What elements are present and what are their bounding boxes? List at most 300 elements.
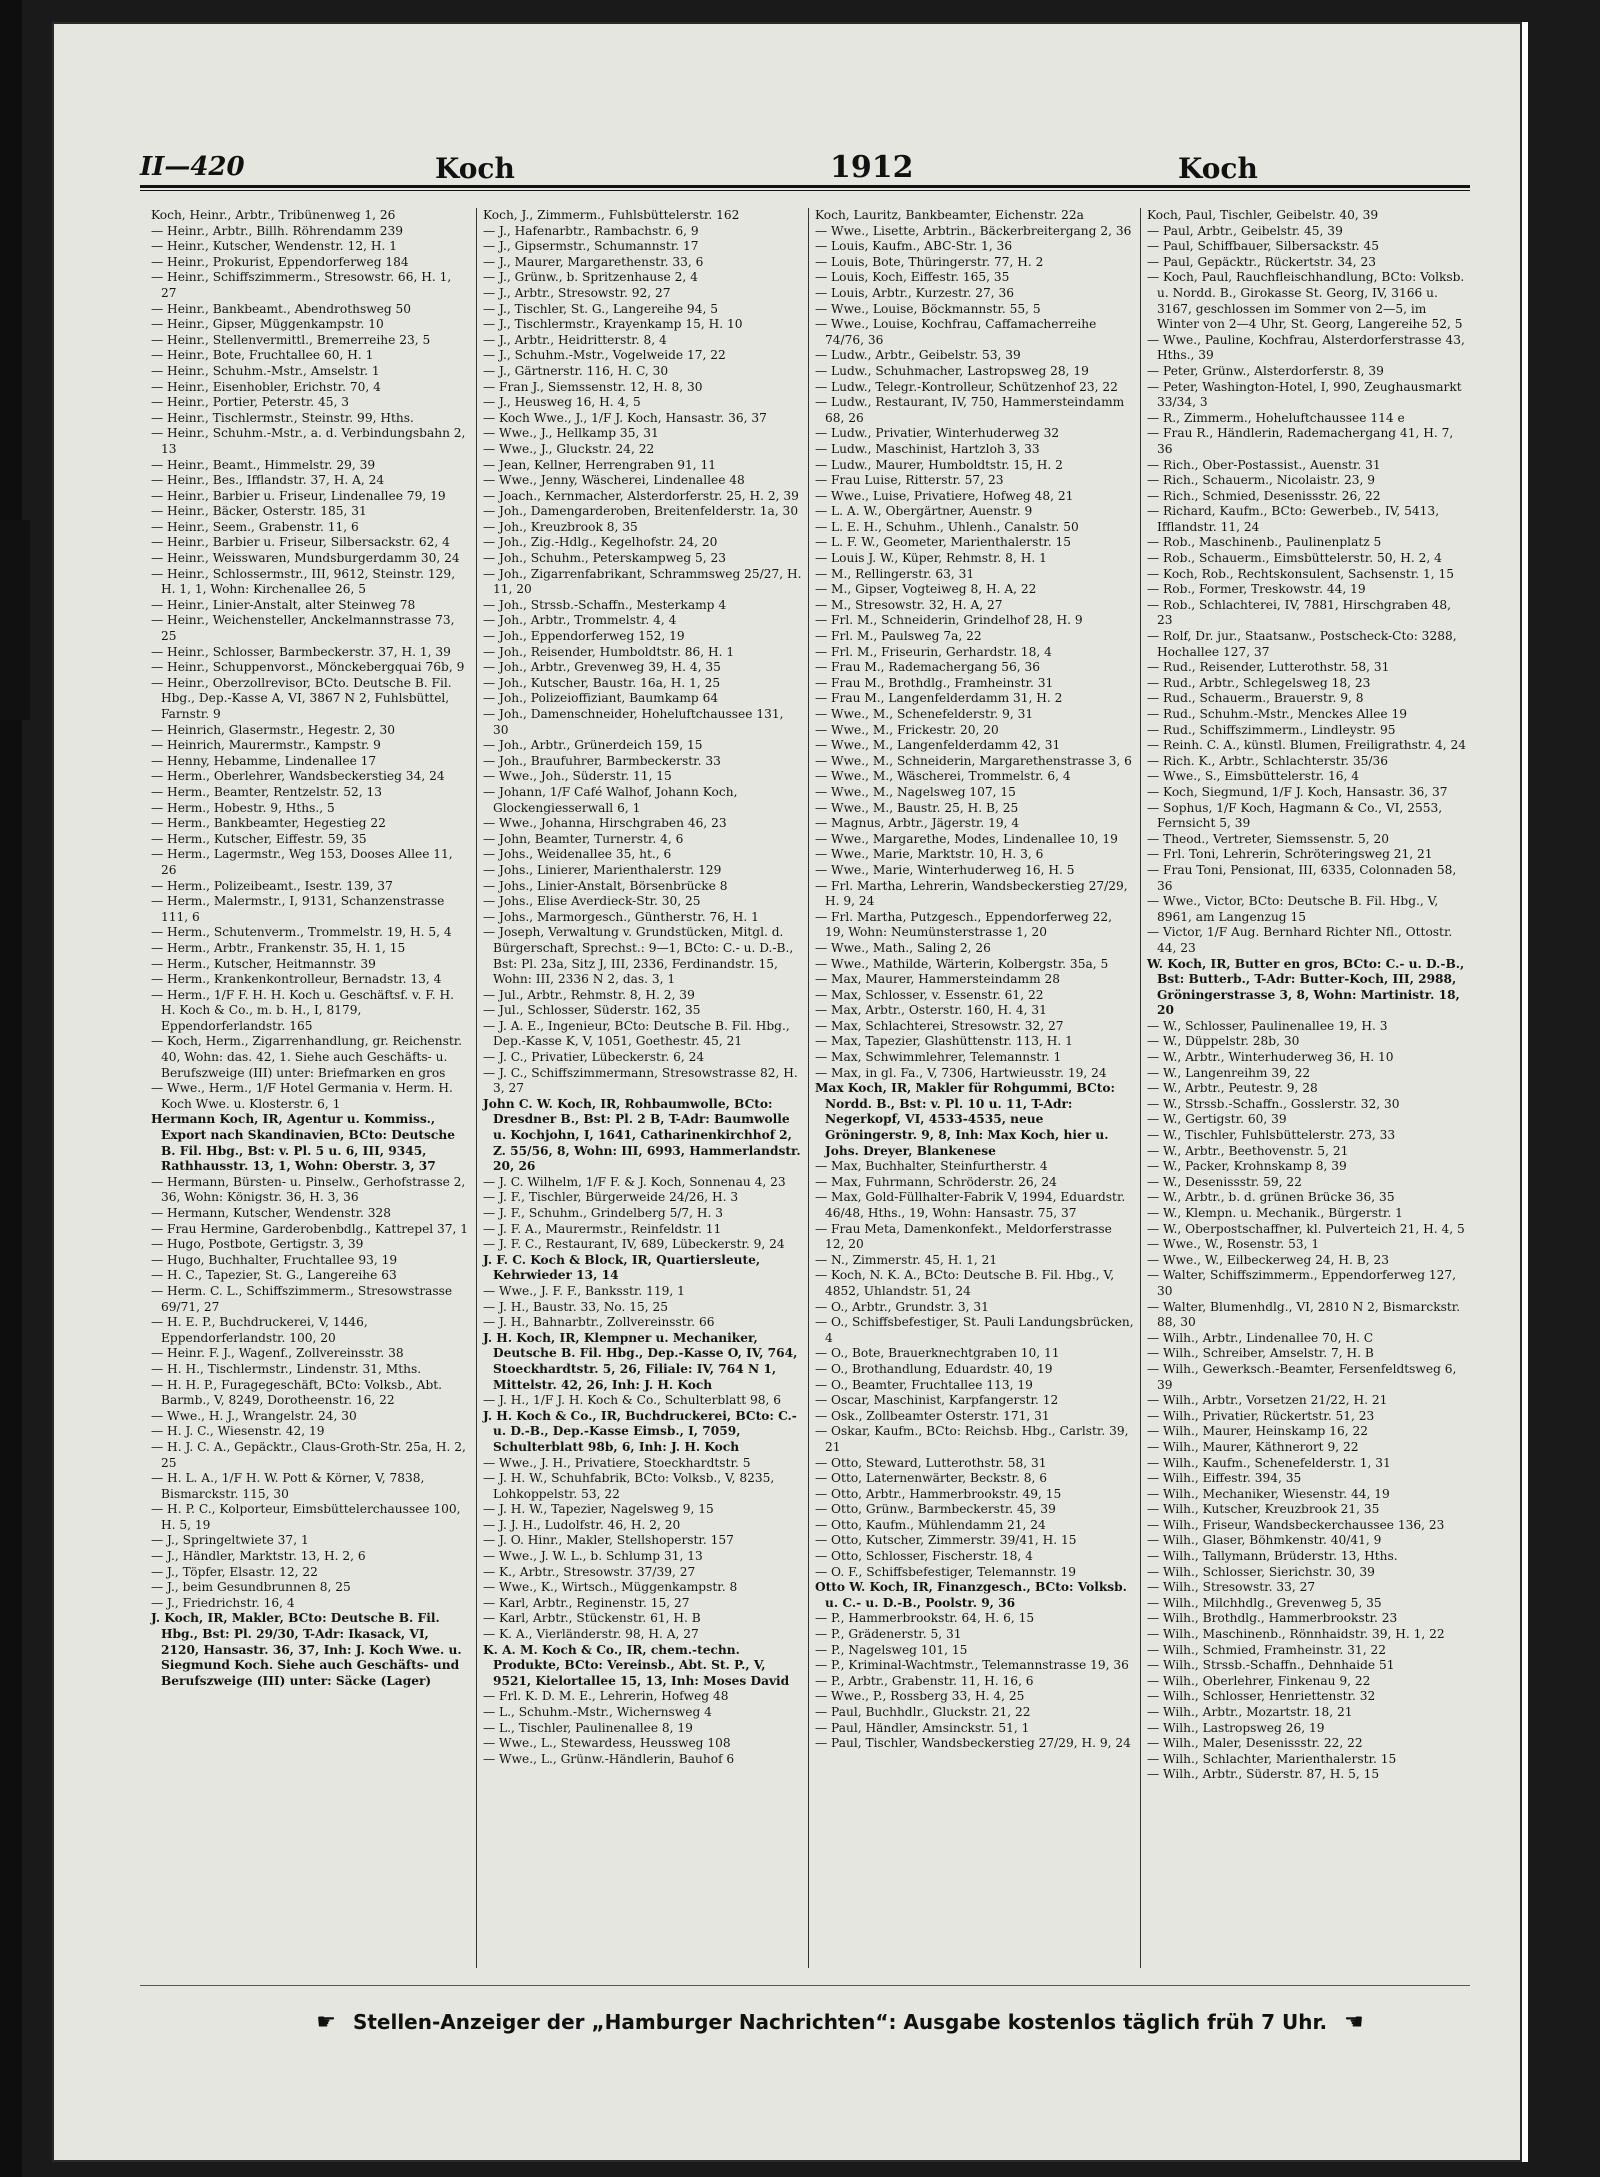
directory-entry: — Wwe., Louise, Böckmannstr. 55, 5 <box>815 301 1041 316</box>
directory-entry: — Heinr., Oberzollrevisor, BCto. Deutsche B. Fil. Hbg., Dep.-Kasse A, VI, 3867 N 2, Fuhlsbüttel, Farnstr. 9 <box>151 675 452 721</box>
directory-entry: — Frl. Toni, Lehrerin, Schröteringsweg 21, 21 <box>1147 847 1433 862</box>
directory-entry: — Heinr., Schlosser, Barmbeckerstr. 37, H. 1, 39 <box>151 644 451 659</box>
directory-entry: — Wwe., Herm., 1/F Hotel Germania v. Herm. H. Koch Wwe. u. Klosterstr. 6, 1 <box>151 1081 453 1111</box>
directory-entry: — Johs., Elise Averdieck-Str. 30, 25 <box>483 894 701 909</box>
directory-entry: — Hermann, Kutscher, Wendenstr. 328 <box>151 1206 392 1220</box>
directory-entry: — J., Arbtr., Heidritterstr. 8, 4 <box>483 332 667 347</box>
directory-entry: — J., Friedrichstr. 16, 4 <box>151 1595 295 1610</box>
directory-entry: — Wwe., J., Hellkamp 35, 31 <box>483 426 659 441</box>
directory-entry: — J. F., Schuhm., Grindelberg 5/7, H. 3 <box>483 1206 724 1220</box>
directory-entry: — Wwe., Victor, BCto: Deutsche B. Fil. Hbg., V, 8961, am Langenzug 15 <box>1147 894 1439 924</box>
directory-entry: — Wwe., Margarethe, Modes, Lindenallee 10, 19 <box>815 831 1118 846</box>
directory-entry: — Rich., Schmied, Desenissstr. 26, 22 <box>1147 488 1381 503</box>
directory-entry: — Wilh., Schmied, Framheinstr. 31, 22 <box>1147 1642 1386 1657</box>
directory-entry: — Theod., Vertreter, Siemssenstr. 5, 20 <box>1147 831 1389 846</box>
scan-edge <box>0 0 22 2177</box>
directory-entry: — Joh., Kreuzbrook 8, 35 <box>483 519 638 534</box>
directory-entry: — J. O. Hinr., Makler, Stellshoperstr. 157 <box>483 1533 734 1548</box>
directory-entry: — M., Rellingerstr. 63, 31 <box>815 566 975 581</box>
directory-entry: — Wilh., Strssb.-Schaffn., Dehnhaide 51 <box>1147 1658 1395 1673</box>
directory-entry: — W., Oberpostschaffner, kl. Pulverteich 21, H. 4, 5 <box>1147 1221 1465 1236</box>
directory-entry: — L., Tischler, Paulinenallee 8, 19 <box>483 1720 693 1735</box>
directory-entry: — Frl. M., Schneiderin, Grindelhof 28, H. 9 <box>815 613 1083 628</box>
directory-entry: — Wilh., Arbtr., Süderstr. 87, H. 5, 15 <box>1147 1767 1380 1782</box>
directory-entry: — W., Arbtr., Peutestr. 9, 28 <box>1147 1081 1318 1096</box>
directory-entry: — Heinr., Beamt., Himmelstr. 29, 39 <box>151 457 376 472</box>
directory-entry: — Herm., Kutscher, Eiffestr. 59, 35 <box>151 831 367 846</box>
directory-entry: — Heinr., Schuppenvorst., Mönckebergquai 76b, 9 <box>151 660 465 675</box>
header-rule-thin <box>140 190 1470 191</box>
header-rule <box>140 185 1470 188</box>
directory-entry: — Wwe., Johanna, Hirschgraben 46, 23 <box>483 816 727 831</box>
directory-entry: — Frau M., Brothdlg., Framheinstr. 31 <box>815 675 1054 690</box>
directory-entry: — Heinr. F. J., Wagenf., Zollvereinsstr. 38 <box>151 1346 404 1361</box>
directory-entry: — Wwe., Jenny, Wäscherei, Lindenallee 48 <box>483 473 745 488</box>
directory-entry: — Wilh., Friseur, Wandsbeckerchaussee 136, 23 <box>1147 1517 1445 1532</box>
directory-entry: — Wwe., J. F. F., Banksstr. 119, 1 <box>483 1283 685 1298</box>
directory-entry: — Wilh., Gewerksch.-Beamter, Fersenfeldtsweg 6, 39 <box>1147 1361 1457 1392</box>
directory-entry: — P., Grädenerstr. 5, 31 <box>815 1627 962 1642</box>
directory-entry: — Hermann, Bürsten- u. Pinselw., Gerhofstrasse 2, 36, Wohn: Königstr. 36, H. 3, 36 <box>151 1174 466 1205</box>
directory-entry: — Wilh., Lastropsweg 26, 19 <box>1147 1720 1325 1735</box>
directory-entry: — J. J. H., Ludolfstr. 46, H. 2, 20 <box>483 1517 681 1532</box>
directory-entry: — Paul, Schiffbauer, Silbersackstr. 45 <box>1147 239 1380 254</box>
directory-entry: — W., Arbtr., Beethovenstr. 5, 21 <box>1147 1143 1349 1158</box>
directory-entry: Koch, Paul, Tischler, Geibelstr. 40, 39 <box>1147 208 1379 222</box>
directory-entry: — Max, Maurer, Hammersteindamm 28 <box>815 972 1061 987</box>
directory-entry: — J., Schuhm.-Mstr., Vogelweide 17, 22 <box>483 348 726 363</box>
directory-entry: — Heinrich, Glasermstr., Hegestr. 2, 30 <box>151 722 396 737</box>
directory-entry: — Frl. M., Friseurin, Gerhardstr. 18, 4 <box>815 644 1052 659</box>
directory-entry: — Wilh., Kaufm., Schenefelderstr. 1, 31 <box>1147 1455 1391 1470</box>
directory-entry: — Joh., Arbtr., Grevenweg 39, H. 4, 35 <box>483 660 721 675</box>
pointing-hand-icon: ☛ <box>316 2010 336 2035</box>
directory-entry: — Karl, Arbtr., Stückenstr. 61, H. B <box>483 1611 701 1626</box>
directory-entry: — John, Beamter, Turnerstr. 4, 6 <box>483 831 684 846</box>
directory-entry: — Rob., Maschinenb., Paulinenplatz 5 <box>1147 535 1382 550</box>
directory-entry: — Joach., Kernmacher, Alsterdorferstr. 25, H. 2, 39 <box>483 488 799 503</box>
directory-entry: — Joh., Polizeioffiziant, Baumkamp 64 <box>483 691 719 706</box>
directory-entry: — Max, Fuhrmann, Schröderstr. 26, 24 <box>815 1174 1057 1189</box>
directory-entry: — Wwe., Joh., Süderstr. 11, 15 <box>483 769 672 784</box>
directory-entry: — Wilh., Tallymann, Brüderstr. 13, Hths. <box>1147 1549 1398 1564</box>
directory-entry: — Joh., Eppendorferweg 152, 19 <box>483 629 685 644</box>
directory-entry: — Wilh., Stresowstr. 33, 27 <box>1147 1580 1316 1595</box>
directory-entry: — H. P. C., Kolporteur, Eimsbüttelerchaussee 100, H. 5, 19 <box>151 1502 461 1532</box>
directory-entry: — R., Zimmerm., Hoheluftchaussee 114 e <box>1147 410 1405 425</box>
directory-entry: — W., Packer, Krohnskamp 8, 39 <box>1147 1159 1347 1174</box>
directory-entry: — Wwe., M., Wäscherei, Trommelstr. 6, 4 <box>815 769 1071 784</box>
directory-entry: — Wwe., J. W. L., b. Schlump 31, 13 <box>483 1549 703 1564</box>
directory-entry: — Wilh., Maurer, Heinskamp 16, 22 <box>1147 1424 1368 1439</box>
directory-entry: — Osk., Zollbeamter Osterstr. 171, 31 <box>815 1408 1050 1423</box>
directory-entry: — Heinr., Barbier u. Friseur, Lindenallee 79, 19 <box>151 488 446 503</box>
directory-entry: — Wwe., Marie, Winterhuderweg 16, H. 5 <box>815 862 1075 877</box>
directory-entry: — Otto, Kaufm., Mühlendamm 21, 24 <box>815 1517 1046 1532</box>
directory-entry: — Jean, Kellner, Herrengraben 91, 11 <box>483 457 717 472</box>
directory-entry: — Frau M., Rademachergang 56, 36 <box>815 660 1041 675</box>
directory-entry: — Rich., Schauerm., Nicolaistr. 23, 9 <box>1147 473 1375 488</box>
directory-entry: — Ludw., Telegr.-Kontrolleur, Schützenhof 23, 22 <box>815 379 1118 394</box>
directory-entry: — Heinr., Kutscher, Wendenstr. 12, H. 1 <box>151 239 397 254</box>
directory-entry: — Paul, Gepäcktr., Rückertstr. 34, 23 <box>1147 254 1377 269</box>
directory-entry: — J. H., Bahnarbtr., Zollvereinsstr. 66 <box>483 1315 715 1330</box>
directory-entry: — J. H. W., Tapezier, Nagelsweg 9, 15 <box>483 1502 714 1517</box>
header-year: 1912 <box>830 150 914 185</box>
directory-entry: — Walter, Blumenhdlg., VI, 2810 N 2, Bismarckstr. 88, 30 <box>1147 1299 1461 1330</box>
directory-entry: — Max, Schwimmlehrer, Telemannstr. 1 <box>815 1050 1062 1065</box>
directory-entry: — J. F. C., Restaurant, IV, 689, Lübeckerstr. 9, 24 <box>483 1237 785 1252</box>
directory-entry: — Wilh., Brothdlg., Hammerbrookstr. 23 <box>1147 1611 1398 1626</box>
directory-entry: — L. F. W., Geometer, Marienthalerstr. 15 <box>815 535 1071 550</box>
directory-entry: — L. E. H., Schuhm., Uhlenh., Canalstr. 50 <box>815 519 1079 534</box>
directory-entry: — Wwe., M., Schenefelderstr. 9, 31 <box>815 707 1034 721</box>
directory-entry: — J. C., Schiffszimmermann, Stresowstrasse 82, H. 3, 27 <box>483 1065 798 1096</box>
directory-entry: — Wilh., Maurer, Käthnerort 9, 22 <box>1147 1439 1359 1454</box>
directory-entry: — Herm., Arbtr., Frankenstr. 35, H. 1, 15 <box>151 940 406 955</box>
directory-entry: — Rob., Former, Treskowstr. 44, 19 <box>1147 582 1366 597</box>
directory-entry: — Joh., Braufuhrer, Barmbeckerstr. 33 <box>483 753 721 768</box>
directory-entry: — Wwe., K., Wirtsch., Müggenkampstr. 8 <box>483 1580 738 1595</box>
directory-entry: — Rich., Ober-Postassist., Auenstr. 31 <box>1147 457 1381 472</box>
directory-entry: — Wilh., Schlosser, Sierichstr. 30, 39 <box>1147 1564 1375 1579</box>
directory-entry: Koch, J., Zimmerm., Fuhlsbüttelerstr. 162 <box>483 208 740 222</box>
directory-entry: — W., Strssb.-Schaffn., Gosslerstr. 32, 30 <box>1147 1096 1400 1111</box>
directory-entry: — Heinr., Gipser, Müggenkampstr. 10 <box>151 317 384 332</box>
directory-entry: — Wilh., Arbtr., Vorsetzen 21/22, H. 21 <box>1147 1393 1388 1408</box>
directory-entry: — Wwe., J. H., Privatiere, Stoeckhardtstr. 5 <box>483 1455 751 1470</box>
directory-entry: — Ludw., Maurer, Humboldtstr. 15, H. 2 <box>815 457 1063 472</box>
directory-entry: — Wwe., S., Eimsbüttelerstr. 16, 4 <box>1147 769 1359 784</box>
directory-entry: — Oscar, Maschinist, Karpfangerstr. 12 <box>815 1393 1059 1408</box>
directory-entry: — Heinr., Linier-Anstalt, alter Steinweg 78 <box>151 597 416 612</box>
directory-entry: — J., Maurer, Margarethenstr. 33, 6 <box>483 254 704 269</box>
directory-entry: — J. F., Tischler, Bürgerweide 24/26, H. 3 <box>483 1190 739 1205</box>
header-word-left: Koch <box>435 152 515 185</box>
directory-entry: — Wilh., Arbtr., Mozartstr. 18, 21 <box>1147 1705 1353 1719</box>
directory-entry: — Herm. C. L., Schiffszimmerm., Stresowstrasse 69/71, 27 <box>151 1283 453 1314</box>
directory-entry: — Herm., Oberlehrer, Wandsbeckerstieg 34, 24 <box>151 769 445 784</box>
directory-entry: — Wilh., Privatier, Rückertstr. 51, 23 <box>1147 1408 1375 1423</box>
directory-entry: — Koch, Rob., Rechtskonsulent, Sachsenstr. 1, 15 <box>1147 566 1455 581</box>
directory-entry: — Heinr., Stellenvermittl., Bremerreihe 23, 5 <box>151 332 431 347</box>
directory-entry: — Wwe., M., Frickestr. 20, 20 <box>815 722 999 737</box>
page-number: II—420 <box>140 152 245 182</box>
directory-entry: — J., Töpfer, Elsastr. 12, 22 <box>151 1564 318 1579</box>
directory-entry: — Wwe., M., Schneiderin, Margarethenstrasse 3, 6 <box>815 753 1132 768</box>
directory-entry: — Joh., Kutscher, Baustr. 16a, H. 1, 25 <box>483 675 721 690</box>
directory-entry: — P., Hammerbrookstr. 64, H. 6, 15 <box>815 1611 1035 1626</box>
directory-entry: — J., Tischlermstr., Krayenkamp 15, H. 10 <box>483 317 743 332</box>
directory-entry: — Wwe., J., Gluckstr. 24, 22 <box>483 441 655 456</box>
directory-entry: — Sophus, 1/F Koch, Hagmann & Co., VI, 2553, Fernsicht 5, 39 <box>1147 800 1443 831</box>
directory-entry: — Otto, Steward, Lutterothstr. 58, 31 <box>815 1455 1047 1470</box>
directory-entry: — Frau R., Händlerin, Rademachergang 41, H. 7, 36 <box>1147 426 1454 456</box>
directory-entry: — Jul., Arbtr., Rehmstr. 8, H. 2, 39 <box>483 987 695 1002</box>
directory-entry: — W., Gertigstr. 60, 39 <box>1147 1112 1287 1127</box>
directory-entry: — O., Schiffsbefestiger, St. Pauli Landungsbrücken, 4 <box>815 1315 1134 1345</box>
column-2 <box>477 208 809 1968</box>
directory-entry: — Herm., Kutscher, Heitmannstr. 39 <box>151 956 376 971</box>
directory-entry: J. H. Koch, IR, Klempner u. Mechaniker, Deutsche B. Fil. Hbg., Dep.-Kasse O, IV, 764, Stoeckhardtstr. 5, 26, Filiale: IV, 764 N 1, Mittelstr. 42, 26, Inh: J. H. Koch <box>483 1330 798 1392</box>
directory-entry: W. Koch, IR, Butter en gros, BCto: C.- u. D.-B., Bst: Butterb., T-Adr: Butter-Koch, III, 2988, Gröningerstrasse 3, 8, Wohn: Martinistr. 18, 20 <box>1147 956 1465 1018</box>
directory-entry: — Joh., Strssb.-Schaffn., Mesterkamp 4 <box>483 597 727 612</box>
directory-entry: — Rud., Schuhm.-Mstr., Menckes Allee 19 <box>1147 707 1408 721</box>
directory-entry: — Frau Luise, Ritterstr. 57, 23 <box>815 473 1004 488</box>
directory-entry: — Peter, Washington-Hotel, I, 990, Zeughausmarkt 33/34, 3 <box>1147 379 1462 410</box>
directory-entry: — Heinr., Weichensteller, Anckelmannstrasse 73, 25 <box>151 613 455 644</box>
directory-entry: — Johs., Linierer, Marienthalerstr. 129 <box>483 862 722 877</box>
directory-entry: — W., Arbtr., Winterhuderweg 36, H. 10 <box>1147 1050 1394 1065</box>
column-3 <box>809 208 1141 1968</box>
directory-entry: — Herm., 1/F F. H. H. Koch u. Geschäftsf. v. F. H. H. Koch & Co., m. b. H., I, 8179, Eppendorferlandstr. 165 <box>151 987 455 1033</box>
directory-entry: K. A. M. Koch & Co., IR, chem.-techn. Produkte, BCto: Vereinsb., Abt. St. P., V, 9521, Kielortallee 15, 13, Inh: Moses David <box>483 1642 790 1688</box>
directory-entry: — J., Heusweg 16, H. 4, 5 <box>483 395 641 410</box>
directory-entry: — Herm., Bankbeamter, Hegestieg 22 <box>151 816 386 831</box>
directory-entry: — Joseph, Verwaltung v. Grundstücken, Mitgl. d. Bürgerschaft, Sprechst.: 9—1, BCto: C.- u. D.-B., Bst: Pl. 23a, Sitz J, III, 2336, Ferdinandstr. 15, Wohn: III, 2336 N 2, das. 3, 1 <box>483 925 794 987</box>
directory-entry: — J., Arbtr., Stresowstr. 92, 27 <box>483 285 671 300</box>
directory-entry: — J., beim Gesundbrunnen 8, 25 <box>151 1580 351 1595</box>
directory-entry: — Paul, Tischler, Wandsbeckerstieg 27/29, H. 9, 24 <box>815 1736 1131 1751</box>
directory-entry: — Max, in gl. Fa., V, 7306, Hartwieusstr. 19, 24 <box>815 1065 1107 1080</box>
directory-entry: — Fran J., Siemssenstr. 12, H. 8, 30 <box>483 379 703 394</box>
directory-entry: — J., Springeltwiete 37, 1 <box>151 1533 309 1548</box>
directory-entry: — Frau Hermine, Garderobenbdlg., Kattrepel 37, 1 <box>151 1221 469 1236</box>
directory-entry: — Louis J. W., Küper, Rehmstr. 8, H. 1 <box>815 551 1047 566</box>
directory-entry: — Joh., Damenschneider, Hoheluftchaussee 131, 30 <box>483 707 784 737</box>
directory-entry: — J. H., Baustr. 33, No. 15, 25 <box>483 1299 669 1314</box>
directory-entry: — H. L. A., 1/F H. W. Pott & Körner, V, 7838, Bismarckstr. 115, 30 <box>151 1471 425 1501</box>
directory-entry: — Heinr., Barbier u. Friseur, Silbersackstr. 62, 4 <box>151 535 450 550</box>
directory-entry: — Koch, Herm., Zigarrenhandlung, gr. Reichenstr. 40, Wohn: das. 42, 1. Siehe auch Geschäfts- u. Berufszweige (III) unter: Briefmarken en gros <box>151 1034 463 1080</box>
directory-entry: — Ludw., Arbtr., Geibelstr. 53, 39 <box>815 348 1021 363</box>
directory-entry: — Heinr., Arbtr., Billh. Röhrendamm 239 <box>151 223 404 238</box>
directory-entry: John C. W. Koch, IR, Rohbaumwolle, BCto: Dresdner B., Bst: Pl. 2 B, T-Adr: Baumwolle u. Kochjohn, I, 1641, Catharinenkirchhof 2, Z. 55/56, 8, Wohn: III, 6993, Hammerlandstr. 20, 26 <box>483 1096 801 1174</box>
directory-entry: — M., Gipser, Vogteiweg 8, H. A, 22 <box>815 582 1037 597</box>
directory-entry: — H. H. P., Furagegeschäft, BCto: Volksb., Abt. Barmb., V, 8249, Dorotheenstr. 16, 22 <box>151 1377 443 1408</box>
directory-entry: — Heinr., Schuhm.-Mstr., a. d. Verbindungsbahn 2, 13 <box>151 426 466 456</box>
directory-entry: — Wwe., Louise, Kochfrau, Caffamacherreihe 74/76, 36 <box>815 317 1097 347</box>
directory-entry: — Paul, Buchhdlr., Gluckstr. 21, 22 <box>815 1705 1031 1719</box>
directory-entry: — Otto, Schlosser, Fischerstr. 18, 4 <box>815 1549 1033 1564</box>
directory-entry: — Louis, Kaufm., ABC-Str. 1, 36 <box>815 239 1013 254</box>
directory-entry: — Joh., Zigarrenfabrikant, Schrammsweg 25/27, H. 11, 20 <box>483 566 802 597</box>
directory-entry: Max Koch, IR, Makler für Rohgummi, BCto: Nordd. B., Bst: v. Pl. 10 u. 11, T-Adr: Negerkopf, VI, 4533-4535, neue Gröningerstr. 9, 8, Inh: Max Koch, hier u. Johs. Dreyer, Blankenese <box>815 1081 1115 1158</box>
directory-entry: — H. C., Tapezier, St. G., Langereihe 63 <box>151 1268 397 1283</box>
directory-entry: — Koch, Siegmund, 1/F J. Koch, Hansastr. 36, 37 <box>1147 784 1448 799</box>
directory-entry: — Johs., Marmorgesch., Güntherstr. 76, H. 1 <box>483 909 759 924</box>
directory-entry: — Wilh., Schlosser, Henriettenstr. 32 <box>1147 1689 1376 1704</box>
directory-entry: — Rob., Schlachterei, IV, 7881, Hirschgraben 48, 23 <box>1147 597 1451 628</box>
directory-entry: — Wwe., L., Stewardess, Heussweg 108 <box>483 1736 731 1751</box>
directory-entry: — Joh., Damengarderoben, Breitenfelderstr. 1a, 30 <box>483 504 799 519</box>
directory-entry: — Joh., Arbtr., Grünerdeich 159, 15 <box>483 738 703 753</box>
directory-entry: — J. F. A., Maurermstr., Reinfeldstr. 11 <box>483 1221 722 1236</box>
directory-entry: — J., Gipsermstr., Schumannstr. 17 <box>483 239 699 254</box>
directory-entry: — Rich. K., Arbtr., Schlachterstr. 35/36 <box>1147 753 1389 768</box>
directory-entry: — Wwe., W., Eilbeckerweg 24, H. B, 23 <box>1147 1252 1389 1267</box>
directory-entry: — Joh., Reisender, Humboldtstr. 86, H. 1 <box>483 644 735 659</box>
directory-entry: — Oskar, Kaufm., BCto: Reichsb. Hbg., Carlstr. 39, 21 <box>815 1424 1129 1454</box>
directory-entry: — W., Arbtr., b. d. grünen Brücke 36, 35 <box>1147 1190 1395 1205</box>
directory-entry: J. Koch, IR, Makler, BCto: Deutsche B. Fil. Hbg., Bst: Pl. 29/30, T-Adr: Ikasack, VI, 2120, Hansastr. 36, 37, Inh: J. Koch Wwe. u. Siegmund Koch. Siehe auch Geschäfts- und Berufszweige (III) unter: Säcke (Lager) <box>151 1611 462 1688</box>
directory-entry: — L. A. W., Obergärtner, Auenstr. 9 <box>815 504 1033 519</box>
directory-entry: — Heinr., Bote, Fruchtallee 60, H. 1 <box>151 348 374 363</box>
directory-entry: — Wwe., M., Langenfelderdamm 42, 31 <box>815 738 1061 753</box>
directory-columns <box>145 208 1475 1968</box>
directory-entry: — Koch, N. K. A., BCto: Deutsche B. Fil. Hbg., V, 4852, Uhlandstr. 51, 24 <box>815 1268 1115 1298</box>
directory-entry: — Louis, Koch, Eiffestr. 165, 35 <box>815 270 1010 285</box>
directory-entry: — Frl. Martha, Putzgesch., Eppendorferweg 22, 19, Wohn: Neumünsterstrasse 1, 20 <box>815 909 1113 940</box>
directory-entry: — Wwe., Mathilde, Wärterin, Kolbergstr. 35a, 5 <box>815 956 1109 971</box>
directory-entry: — K. A., Vierländerstr. 98, H. A, 27 <box>483 1627 699 1642</box>
directory-entry: — Paul, Händler, Amsinckstr. 51, 1 <box>815 1720 1030 1735</box>
directory-entry: — L., Schuhm.-Mstr., Wichernsweg 4 <box>483 1705 712 1719</box>
directory-entry: — Otto, Kutscher, Zimmerstr. 39/41, H. 15 <box>815 1533 1077 1548</box>
directory-entry: — Herm., Krankenkontrolleur, Bernadstr. 13, 4 <box>151 972 442 987</box>
directory-entry: Koch, Heinr., Arbtr., Tribünenweg 1, 26 <box>151 208 396 222</box>
directory-entry: — Frl. K. D. M. E., Lehrerin, Hofweg 48 <box>483 1689 729 1704</box>
directory-entry: — W., Langenreihm 39, 22 <box>1147 1065 1311 1080</box>
directory-entry: — Rob., Schauerm., Eimsbüttelerstr. 50, H. 2, 4 <box>1147 551 1442 566</box>
directory-entry: — Wilh., Milchhdlg., Grevenweg 5, 35 <box>1147 1595 1382 1610</box>
column-1 <box>145 208 477 1968</box>
directory-entry: — Rolf, Dr. jur., Staatsanw., Postscheck-Cto: 3288, Hochallee 127, 37 <box>1147 629 1457 659</box>
column-4 <box>1141 208 1473 1968</box>
directory-entry: — Heinr., Seem., Grabenstr. 11, 6 <box>151 519 359 534</box>
directory-entry: — Herm., Beamter, Rentzelstr. 52, 13 <box>151 784 383 799</box>
directory-entry: — Rud., Arbtr., Schlegelsweg 18, 23 <box>1147 675 1371 690</box>
directory-entry: — Max, Arbtr., Osterstr. 160, H. 4, 31 <box>815 1003 1047 1018</box>
directory-entry: — Otto, Arbtr., Hammerbrookstr. 49, 15 <box>815 1486 1062 1501</box>
directory-entry: — Max, Gold-Füllhalter-Fabrik V, 1994, Eduardstr. 46/48, Hths., 19, Wohn: Hansastr. 75, 37 <box>815 1190 1126 1220</box>
directory-entry: — J. C., Privatier, Lübeckerstr. 6, 24 <box>483 1050 705 1065</box>
directory-entry: — Heinr., Portier, Peterstr. 45, 3 <box>151 395 350 410</box>
directory-entry: — P., Kriminal-Wachtmstr., Telemannstrasse 19, 36 <box>815 1658 1129 1673</box>
directory-entry: — Max, Schlosser, v. Essenstr. 61, 22 <box>815 987 1044 1002</box>
directory-entry: — Heinr., Tischlermstr., Steinstr. 99, Hths. <box>151 410 414 425</box>
directory-entry: — M., Stresowstr. 32, H. A, 27 <box>815 597 1003 612</box>
directory-entry: — Paul, Arbtr., Geibelstr. 45, 39 <box>1147 223 1343 238</box>
directory-entry: — Heinr., Schlossermstr., III, 9612, Steinstr. 129, H. 1, 1, Wohn: Kirchenallee 26, 5 <box>151 566 456 597</box>
pointing-hand-icon: ☚ <box>1344 2010 1364 2035</box>
directory-entry: — H. J. C. A., Gepäcktr., Claus-Groth-Str. 25a, H. 2, 25 <box>151 1439 466 1470</box>
directory-entry: — Louis, Arbtr., Kurzestr. 27, 36 <box>815 285 1014 300</box>
binding-strip <box>0 520 30 720</box>
directory-entry: — J., Grünw., b. Spritzenhause 2, 4 <box>483 270 698 285</box>
directory-entry: — Wilh., Kutscher, Kreuzbrook 21, 35 <box>1147 1502 1380 1517</box>
directory-entry: — H. E. P., Buchdruckerei, V, 1446, Eppendorferlandstr. 100, 20 <box>151 1315 368 1345</box>
directory-entry: — Hugo, Buchhalter, Fruchtallee 93, 19 <box>151 1252 398 1267</box>
directory-entry: — Rud., Schauerm., Brauerstr. 9, 8 <box>1147 691 1364 706</box>
directory-entry: — Heinr., Eisenhobler, Erichstr. 70, 4 <box>151 379 381 394</box>
directory-entry: — Wwe., P., Rossberg 33, H. 4, 25 <box>815 1689 1025 1704</box>
directory-entry: — Wilh., Arbtr., Lindenallee 70, H. C <box>1147 1330 1374 1345</box>
directory-entry: Otto W. Koch, IR, Finanzgesch., BCto: Volksb. u. C.- u. D.-B., Poolstr. 9, 36 <box>815 1580 1127 1610</box>
directory-entry: — H. J. C., Wiesenstr. 42, 19 <box>151 1424 325 1439</box>
directory-entry: — Magnus, Arbtr., Jägerstr. 19, 4 <box>815 816 1020 831</box>
footer-advert <box>240 2010 1440 2044</box>
directory-entry: — Wilh., Maler, Desenissstr. 22, 22 <box>1147 1736 1363 1751</box>
directory-entry: — K., Arbtr., Stresowstr. 37/39, 27 <box>483 1564 696 1579</box>
directory-entry: — J., Gärtnerstr. 116, H. C, 30 <box>483 363 669 378</box>
directory-entry: — Walter, Schiffszimmerm., Eppendorferweg 127, 30 <box>1147 1268 1457 1298</box>
directory-entry: — Wwe., H. J., Wrangelstr. 24, 30 <box>151 1408 357 1423</box>
directory-entry: — Louis, Bote, Thüringerstr. 77, H. 2 <box>815 254 1044 269</box>
directory-entry: — Max, Schlachterei, Stresowstr. 32, 27 <box>815 1018 1064 1033</box>
directory-entry: — Jul., Schlosser, Süderstr. 162, 35 <box>483 1003 701 1018</box>
directory-entry: — Max, Buchhalter, Steinfurtherstr. 4 <box>815 1159 1048 1174</box>
directory-entry: — Johann, 1/F Café Walhof, Johann Koch, Glockengiesserwall 6, 1 <box>483 784 738 815</box>
directory-entry: — J., Tischler, St. G., Langereihe 94, 5 <box>483 301 718 316</box>
directory-entry: — Victor, 1/F Aug. Bernhard Richter Nfl., Ottostr. 44, 23 <box>1147 925 1453 955</box>
directory-entry: — W., Schlosser, Paulinenallee 19, H. 3 <box>1147 1018 1388 1033</box>
directory-entry: — Herm., Hobestr. 9, Hths., 5 <box>151 800 335 815</box>
directory-entry: — W., Klempn. u. Mechanik., Bürgerstr. 1 <box>1147 1206 1403 1220</box>
directory-entry: — J., Händler, Marktstr. 13, H. 2, 6 <box>151 1549 366 1564</box>
directory-entry: — Rud., Schiffszimmerm., Lindleystr. 95 <box>1147 722 1396 737</box>
directory-entry: — Rud., Reisender, Lutterothstr. 58, 31 <box>1147 660 1390 675</box>
directory-entry: — Wilh., Schlachter, Marienthalerstr. 15 <box>1147 1751 1397 1766</box>
directory-entry: — Ludw., Maschinist, Hartzloh 3, 33 <box>815 441 1040 456</box>
directory-entry: — Heinr., Weisswaren, Mundsburgerdamm 30, 24 <box>151 551 460 566</box>
directory-entry: — J., Hafenarbtr., Rambachstr. 6, 9 <box>483 223 699 238</box>
directory-entry: — Joh., Arbtr., Trommelstr. 4, 4 <box>483 613 677 628</box>
directory-entry: — Wwe., L., Grünw.-Händlerin, Bauhof 6 <box>483 1751 735 1766</box>
directory-entry: — Frl. M., Paulsweg 7a, 22 <box>815 629 982 644</box>
directory-entry: — Wilh., Schreiber, Amselstr. 7, H. B <box>1147 1346 1374 1361</box>
directory-entry: — Max, Tapezier, Glashüttenstr. 113, H. 1 <box>815 1034 1073 1049</box>
directory-entry: — Wilh., Mechaniker, Wiesenstr. 44, 19 <box>1147 1486 1390 1501</box>
directory-entry: J. H. Koch & Co., IR, Buchdruckerei, BCto: C.-u. D.-B., Dep.-Kasse Eimsb., I, 7059, Schulterblatt 98b, 6, Inh: J. H. Koch <box>483 1408 797 1454</box>
directory-entry: — Joh., Zig.-Hdlg., Kegelhofstr. 24, 20 <box>483 535 718 550</box>
directory-entry: — Ludw., Restaurant, IV, 750, Hammersteindamm 68, 26 <box>815 395 1125 425</box>
directory-entry: — Wwe., W., Rosenstr. 53, 1 <box>1147 1237 1320 1252</box>
directory-entry: — Wwe., Marie, Marktstr. 10, H. 3, 6 <box>815 847 1044 862</box>
directory-entry: — P., Nagelsweg 101, 15 <box>815 1642 968 1657</box>
directory-entry: — Wwe., Pauline, Kochfrau, Alsterdorferstrasse 43, Hths., 39 <box>1147 332 1465 363</box>
directory-entry: — Otto, Grünw., Barmbeckerstr. 45, 39 <box>815 1502 1056 1517</box>
directory-entry: — Henny, Hebamme, Lindenallee 17 <box>151 753 377 768</box>
directory-entry: — Wwe., M., Nagelsweg 107, 15 <box>815 784 1016 799</box>
footer-rule <box>140 1985 1470 1986</box>
directory-entry: — Heinr., Schiffszimmerm., Stresowstr. 66, H. 1, 27 <box>151 270 452 300</box>
page-header <box>100 140 1480 190</box>
footer-text: Stellen-Anzeiger der „Hamburger Nachrichten“: Ausgabe kostenlos täglich früh 7 Uhr. <box>352 2010 1328 2034</box>
directory-entry: — Johs., Weidenallee 35, ht., 6 <box>483 847 672 862</box>
directory-entry: — Koch, Paul, Rauchfleischhandlung, BCto: Volksb. u. Nordd. B., Girokasse St. Georg, IV, 3166 u. 3167, geschlossen im Sommer von 2—5, im Winter von 2—4 Uhr, St. Georg, Langereihe 52, 5 <box>1147 270 1465 332</box>
directory-entry: — Frl. Martha, Lehrerin, Wandsbeckerstieg 27/29, H. 9, 24 <box>815 878 1128 909</box>
directory-entry: — Heinr., Bes., Ifflandstr. 37, H. A, 24 <box>151 473 385 488</box>
directory-entry: — W., Tischler, Fuhlsbüttelerstr. 273, 33 <box>1147 1128 1396 1143</box>
directory-entry: — Frau Toni, Pensionat, III, 6335, Colonnaden 58, 36 <box>1147 862 1457 893</box>
directory-entry: — Heinr., Bäcker, Osterstr. 185, 31 <box>151 504 367 519</box>
directory-entry: — O. F., Schiffsbefestiger, Telemannstr. 19 <box>815 1564 1077 1579</box>
directory-entry: — P., Arbtr., Grabenstr. 11, H. 16, 6 <box>815 1673 1034 1688</box>
directory-entry: — Wilh., Eiffestr. 394, 35 <box>1147 1471 1302 1486</box>
directory-entry: — Herm., Malermstr., I, 9131, Schanzenstrasse 111, 6 <box>151 894 445 924</box>
directory-entry: — Otto, Laternenwärter, Beckstr. 8, 6 <box>815 1471 1048 1486</box>
directory-entry: — Wwe., Luise, Privatiere, Hofweg 48, 21 <box>815 488 1074 503</box>
directory-entry: — Wilh., Oberlehrer, Finkenau 9, 22 <box>1147 1673 1371 1688</box>
directory-entry: — Heinr., Schuhm.-Mstr., Amselstr. 1 <box>151 363 380 378</box>
directory-entry: — O., Bote, Brauerknechtgraben 10, 11 <box>815 1346 1060 1361</box>
directory-entry: — Karl, Arbtr., Reginenstr. 15, 27 <box>483 1595 690 1610</box>
directory-entry: — W., Desenissstr. 59, 22 <box>1147 1174 1302 1189</box>
directory-entry: — Herm., Polizeibeamt., Isestr. 139, 37 <box>151 878 393 893</box>
directory-entry: — Wwe., M., Baustr. 25, H. B, 25 <box>815 800 1019 815</box>
directory-entry: — N., Zimmerstr. 45, H. 1, 21 <box>815 1252 998 1267</box>
